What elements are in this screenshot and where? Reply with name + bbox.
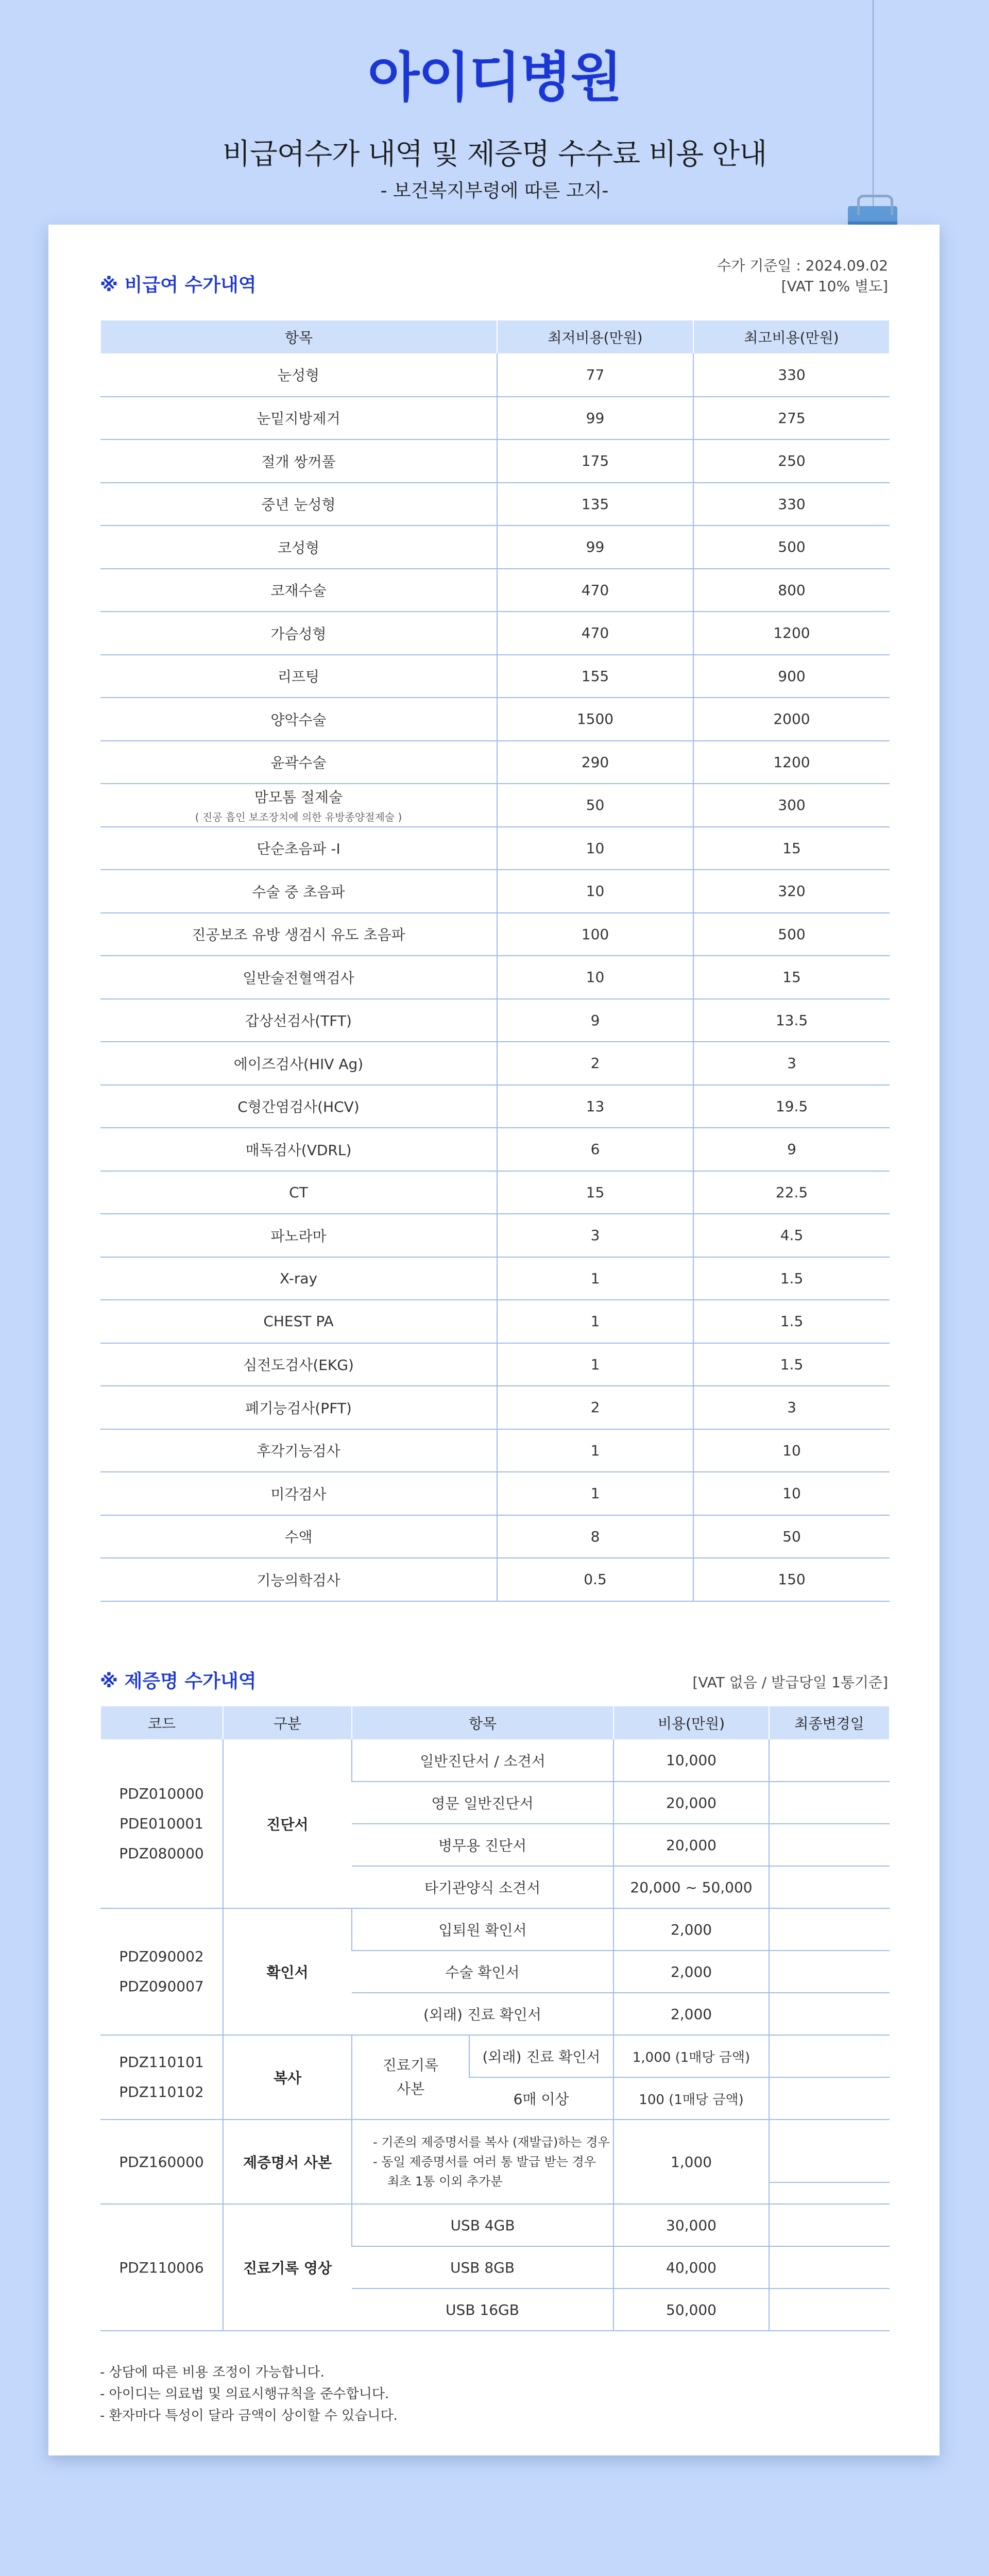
max-cost-cell: 330 bbox=[693, 353, 890, 397]
item-cell: USB 4GB bbox=[352, 2204, 613, 2246]
table-row bbox=[100, 1085, 890, 1128]
cost-cell: 50,000 bbox=[613, 2289, 769, 2331]
table-row bbox=[100, 1386, 890, 1429]
table-header-row bbox=[100, 320, 890, 353]
item-cell bbox=[100, 1343, 497, 1386]
item-cell bbox=[100, 698, 497, 741]
standard-date: 수가 기준일 : 2024.09.02 bbox=[717, 257, 888, 274]
item-cell bbox=[100, 1429, 497, 1472]
min-cost-cell: 99 bbox=[497, 397, 693, 440]
code: PDZ080000 bbox=[119, 1844, 204, 1862]
table-header-row bbox=[100, 1706, 890, 1739]
item-cell bbox=[100, 784, 497, 827]
item-name: 맘모톰 절제술 bbox=[254, 789, 343, 806]
item-name: 코성형 bbox=[277, 539, 320, 556]
cost-cell: 20,000 bbox=[613, 1824, 769, 1866]
table-row bbox=[100, 612, 890, 655]
min-cost-cell: 470 bbox=[497, 612, 693, 655]
description-line: - 기존의 제증명서를 복사 (재발급)하는 경우 bbox=[373, 2135, 610, 2149]
code: PDZ090007 bbox=[119, 1978, 204, 1995]
column-header: 항목 bbox=[100, 320, 497, 353]
changed-date-cell bbox=[769, 2120, 890, 2204]
item-cell: 타기관양식 소견서 bbox=[352, 1866, 613, 1908]
table-row bbox=[100, 1515, 890, 1558]
max-cost-cell: 800 bbox=[693, 569, 890, 612]
item-name: 폐기능검사(PFT) bbox=[245, 1399, 352, 1417]
table-row bbox=[100, 1042, 890, 1085]
item-name: 단순초음파 -Ⅰ bbox=[257, 840, 340, 858]
table-row bbox=[100, 1472, 890, 1515]
table-row bbox=[100, 913, 890, 956]
non-covered-fee-table bbox=[100, 320, 890, 1602]
min-cost-cell: 2 bbox=[497, 1386, 693, 1429]
code: PDZ110101 bbox=[119, 2054, 204, 2071]
max-cost-cell: 10 bbox=[693, 1472, 890, 1515]
item-name: 심전도검사(EKG) bbox=[243, 1357, 354, 1374]
hanging-string bbox=[873, 0, 874, 216]
max-cost-cell: 10 bbox=[693, 1429, 890, 1472]
item-name: 파노라마 bbox=[270, 1227, 327, 1245]
category-cell: 복사 bbox=[223, 2035, 352, 2120]
max-cost-cell: 50 bbox=[693, 1515, 890, 1558]
item-cell: USB 8GB bbox=[352, 2246, 613, 2289]
page-header bbox=[0, 0, 989, 202]
table-row bbox=[100, 870, 890, 913]
section2-vat-note: [VAT 없음 / 발급당일 1통기준] bbox=[692, 1674, 888, 1691]
table-row bbox=[100, 439, 890, 483]
item-cell bbox=[100, 999, 497, 1042]
table-row bbox=[100, 353, 890, 397]
item-cell bbox=[100, 741, 497, 784]
changed-date-cell bbox=[769, 2077, 890, 2120]
max-cost-cell: 1200 bbox=[693, 741, 890, 784]
item-name: 윤곽수술 bbox=[270, 754, 327, 772]
subgroup-label: 진료기록 사본 bbox=[382, 2057, 439, 2097]
item-cell bbox=[100, 827, 497, 870]
item-name: CHEST PA bbox=[263, 1313, 334, 1330]
cost-cell: 2,000 bbox=[613, 1908, 769, 1951]
table-row bbox=[100, 827, 890, 870]
table-row bbox=[100, 1343, 890, 1386]
changed-date-cell bbox=[769, 1824, 890, 1866]
item-cell bbox=[100, 353, 497, 397]
table-row bbox=[100, 1739, 890, 1782]
cell-divider bbox=[770, 2141, 890, 2183]
item-name: 중년 눈성형 bbox=[261, 496, 336, 514]
code-cell bbox=[100, 2035, 223, 2120]
item-cell bbox=[100, 397, 497, 440]
item-note: ( 진공 흡인 보조장치에 의한 유방종양절제술 ) bbox=[195, 811, 402, 824]
item-cell: (외래) 진료 확인서 bbox=[469, 2035, 613, 2077]
table-row bbox=[100, 1300, 890, 1343]
footnote: - 환자마다 특성이 달라 금액이 상이할 수 있습니다. bbox=[100, 2405, 398, 2427]
column-header: 비용(만원) bbox=[613, 1706, 769, 1739]
min-cost-cell: 77 bbox=[497, 353, 693, 397]
max-cost-cell: 15 bbox=[693, 827, 890, 870]
max-cost-cell: 19.5 bbox=[693, 1085, 890, 1128]
item-name: 기능의학검사 bbox=[257, 1571, 340, 1589]
item-name: 양악수술 bbox=[270, 711, 327, 728]
item-cell bbox=[100, 1042, 497, 1085]
item-cell: 입퇴원 확인서 bbox=[352, 1908, 613, 1951]
min-cost-cell: 470 bbox=[497, 569, 693, 612]
min-cost-cell: 9 bbox=[497, 999, 693, 1042]
item-name: 리프팅 bbox=[277, 668, 320, 686]
min-cost-cell: 2 bbox=[497, 1042, 693, 1085]
max-cost-cell: 500 bbox=[693, 913, 890, 956]
table-row bbox=[100, 569, 890, 612]
code-cell: PDZ110006 bbox=[100, 2204, 223, 2331]
cost-cell: 2,000 bbox=[613, 1993, 769, 2035]
code-cell bbox=[100, 1908, 223, 2035]
item-name: 눈밑지방제거 bbox=[257, 410, 340, 428]
table-row bbox=[100, 1257, 890, 1300]
item-name: X-ray bbox=[279, 1269, 318, 1287]
description-line: 최초 1통 이외 추가분 bbox=[387, 2174, 503, 2189]
max-cost-cell: 1.5 bbox=[693, 1300, 890, 1343]
max-cost-cell: 320 bbox=[693, 870, 890, 913]
item-name: 수술 중 초음파 bbox=[252, 883, 345, 901]
max-cost-cell: 500 bbox=[693, 526, 890, 569]
item-name: 갑상선검사(TFT) bbox=[245, 1012, 352, 1030]
item-cell: 수술 확인서 bbox=[352, 1951, 613, 1993]
page-subtitle: - 보건복지부령에 따른 고지- bbox=[380, 180, 609, 201]
item-cell bbox=[100, 439, 497, 483]
column-header: 최종변경일 bbox=[769, 1706, 890, 1739]
footnotes bbox=[100, 2362, 398, 2427]
item-name: 가슴성형 bbox=[270, 625, 327, 642]
max-cost-cell: 3 bbox=[693, 1386, 890, 1429]
item-cell bbox=[100, 1257, 497, 1300]
cost-cell: 2,000 bbox=[613, 1951, 769, 1993]
footnote: - 상담에 따른 비용 조정이 가능합니다. bbox=[100, 2362, 398, 2383]
table-row bbox=[100, 526, 890, 569]
max-cost-cell: 900 bbox=[693, 655, 890, 698]
column-header: 구분 bbox=[223, 1706, 352, 1739]
section2-header bbox=[100, 1662, 888, 1693]
cost-cell: 1,000 (1매당 금액) bbox=[613, 2035, 769, 2077]
max-cost-cell: 9 bbox=[693, 1128, 890, 1171]
item-cell bbox=[100, 1171, 497, 1214]
min-cost-cell: 175 bbox=[497, 439, 693, 483]
item-cell: (외래) 진료 확인서 bbox=[352, 1993, 613, 2035]
item-name: 코재수술 bbox=[270, 582, 327, 600]
min-cost-cell: 155 bbox=[497, 655, 693, 698]
item-cell bbox=[100, 483, 497, 526]
item-name: 눈성형 bbox=[277, 367, 320, 384]
changed-date-cell bbox=[769, 1908, 890, 1951]
min-cost-cell: 135 bbox=[497, 483, 693, 526]
item-cell bbox=[100, 1214, 497, 1257]
item-name: 매독검사(VDRL) bbox=[245, 1141, 352, 1159]
code: PDE010001 bbox=[119, 1815, 204, 1832]
min-cost-cell: 1 bbox=[497, 1343, 693, 1386]
item-cell: 일반진단서 / 소견서 bbox=[352, 1739, 613, 1782]
category-cell: 확인서 bbox=[223, 1908, 352, 2035]
cost-cell: 1,000 bbox=[613, 2120, 769, 2204]
min-cost-cell: 1 bbox=[497, 1257, 693, 1300]
cost-cell: 20,000 bbox=[613, 1782, 769, 1824]
min-cost-cell: 8 bbox=[497, 1515, 693, 1558]
item-name: 에이즈검사(HIV Ag) bbox=[233, 1055, 364, 1073]
max-cost-cell: 1200 bbox=[693, 612, 890, 655]
changed-date-cell bbox=[769, 2035, 890, 2077]
table-row bbox=[100, 1429, 890, 1472]
column-header: 최저비용(만원) bbox=[497, 320, 693, 353]
cost-cell: 100 (1매당 금액) bbox=[613, 2077, 769, 2120]
max-cost-cell: 15 bbox=[693, 956, 890, 999]
max-cost-cell: 3 bbox=[693, 1042, 890, 1085]
item-cell bbox=[100, 956, 497, 999]
table-row bbox=[100, 1171, 890, 1214]
table-row bbox=[100, 397, 890, 440]
description-line: - 동일 제증명서를 여러 통 발급 받는 경우 bbox=[373, 2155, 596, 2169]
min-cost-cell: 50 bbox=[497, 784, 693, 827]
changed-date-cell bbox=[769, 1951, 890, 1993]
item-cell: 영문 일반진단서 bbox=[352, 1782, 613, 1824]
section1-title: ※ 비급여 수가내역 bbox=[100, 275, 257, 296]
code: PDZ110102 bbox=[119, 2083, 204, 2100]
item-name: CT bbox=[289, 1183, 308, 1201]
section1-header bbox=[100, 256, 888, 297]
min-cost-cell: 10 bbox=[497, 827, 693, 870]
min-cost-cell: 10 bbox=[497, 956, 693, 999]
code-cell: PDZ160000 bbox=[100, 2120, 223, 2204]
min-cost-cell: 15 bbox=[497, 1171, 693, 1214]
item-cell bbox=[100, 1515, 497, 1558]
item-cell bbox=[100, 1128, 497, 1171]
item-name: 진공보조 유방 생검시 유도 초음파 bbox=[192, 926, 405, 944]
item-cell bbox=[100, 1386, 497, 1429]
changed-date-cell bbox=[769, 1866, 890, 1908]
table-row bbox=[100, 655, 890, 698]
table-row bbox=[100, 2120, 890, 2204]
max-cost-cell: 250 bbox=[693, 439, 890, 483]
max-cost-cell: 275 bbox=[693, 397, 890, 440]
page-title: 비급여수가 내역 및 제증명 수수료 비용 안내 bbox=[222, 138, 767, 171]
table-row bbox=[100, 2204, 890, 2246]
item-cell bbox=[100, 526, 497, 569]
table-row bbox=[100, 784, 890, 827]
max-cost-cell: 1.5 bbox=[693, 1343, 890, 1386]
item-cell bbox=[100, 1085, 497, 1128]
table-row bbox=[100, 1558, 890, 1601]
item-name: 일반술전혈액검사 bbox=[243, 969, 354, 987]
table-row bbox=[100, 1128, 890, 1171]
section2-title: ※ 제증명 수가내역 bbox=[100, 1671, 257, 1692]
cost-cell: 30,000 bbox=[613, 2204, 769, 2246]
table-row bbox=[100, 483, 890, 526]
changed-date-cell bbox=[769, 1993, 890, 2035]
table-row bbox=[100, 698, 890, 741]
footnote: - 아이디는 의료법 및 의료시행규칙을 준수합니다. bbox=[100, 2383, 398, 2405]
max-cost-cell: 150 bbox=[693, 1558, 890, 1601]
item-cell bbox=[100, 612, 497, 655]
min-cost-cell: 1 bbox=[497, 1472, 693, 1515]
notice-card bbox=[48, 225, 940, 2455]
min-cost-cell: 6 bbox=[497, 1128, 693, 1171]
min-cost-cell: 1500 bbox=[497, 698, 693, 741]
max-cost-cell: 330 bbox=[693, 483, 890, 526]
table-row bbox=[100, 999, 890, 1042]
item-cell bbox=[100, 655, 497, 698]
code-cell bbox=[100, 1739, 223, 1908]
category-cell: 진료기록 영상 bbox=[223, 2204, 352, 2331]
changed-date-cell bbox=[769, 2246, 890, 2289]
hospital-name: 아이디병원 bbox=[367, 46, 622, 109]
item-cell bbox=[100, 870, 497, 913]
code: PDZ010000 bbox=[119, 1785, 204, 1802]
max-cost-cell: 22.5 bbox=[693, 1171, 890, 1214]
vat-note: [VAT 10% 별도] bbox=[781, 278, 888, 295]
column-header: 항목 bbox=[352, 1706, 613, 1739]
changed-date-cell bbox=[769, 2289, 890, 2331]
item-name: 절개 쌍꺼풀 bbox=[261, 453, 336, 470]
min-cost-cell: 1 bbox=[497, 1429, 693, 1472]
changed-date-cell bbox=[769, 1739, 890, 1782]
cost-cell: 10,000 bbox=[613, 1739, 769, 1782]
item-cell: 병무용 진단서 bbox=[352, 1824, 613, 1866]
table-body bbox=[100, 353, 890, 1601]
item-cell bbox=[100, 913, 497, 956]
min-cost-cell: 100 bbox=[497, 913, 693, 956]
item-name: C형간염검사(HCV) bbox=[237, 1098, 360, 1116]
min-cost-cell: 3 bbox=[497, 1214, 693, 1257]
item-cell bbox=[100, 1558, 497, 1601]
code: PDZ090002 bbox=[119, 1948, 204, 1965]
table-row bbox=[100, 1908, 890, 1951]
item-cell: USB 16GB bbox=[352, 2289, 613, 2331]
certificate-fee-table bbox=[100, 1706, 890, 2331]
max-cost-cell: 300 bbox=[693, 784, 890, 827]
min-cost-cell: 13 bbox=[497, 1085, 693, 1128]
cost-cell: 20,000 ~ 50,000 bbox=[613, 1866, 769, 1908]
max-cost-cell: 13.5 bbox=[693, 999, 890, 1042]
max-cost-cell: 2000 bbox=[693, 698, 890, 741]
min-cost-cell: 0.5 bbox=[497, 1558, 693, 1601]
item-name: 수액 bbox=[284, 1529, 313, 1546]
category-cell: 진단서 bbox=[223, 1739, 352, 1908]
description-cell bbox=[352, 2120, 613, 2204]
item-name: 미각검사 bbox=[270, 1485, 327, 1503]
min-cost-cell: 290 bbox=[497, 741, 693, 784]
max-cost-cell: 4.5 bbox=[693, 1214, 890, 1257]
item-name: 후각기능검사 bbox=[257, 1443, 340, 1460]
changed-date-cell bbox=[769, 2204, 890, 2246]
category-cell: 제증명서 사본 bbox=[223, 2120, 352, 2204]
column-header: 최고비용(만원) bbox=[693, 320, 890, 353]
column-header: 코드 bbox=[100, 1706, 223, 1739]
table-row bbox=[100, 1214, 890, 1257]
changed-date-cell bbox=[769, 1782, 890, 1824]
table-row bbox=[100, 741, 890, 784]
table-row bbox=[100, 956, 890, 999]
subgroup-cell bbox=[352, 2035, 469, 2120]
max-cost-cell: 1.5 bbox=[693, 1257, 890, 1300]
section1-notes bbox=[717, 256, 888, 297]
min-cost-cell: 1 bbox=[497, 1300, 693, 1343]
min-cost-cell: 99 bbox=[497, 526, 693, 569]
item-cell bbox=[100, 1472, 497, 1515]
item-cell: 6매 이상 bbox=[469, 2077, 613, 2120]
min-cost-cell: 10 bbox=[497, 870, 693, 913]
table-row bbox=[100, 2035, 890, 2077]
item-cell bbox=[100, 569, 497, 612]
cost-cell: 40,000 bbox=[613, 2246, 769, 2289]
item-cell bbox=[100, 1300, 497, 1343]
